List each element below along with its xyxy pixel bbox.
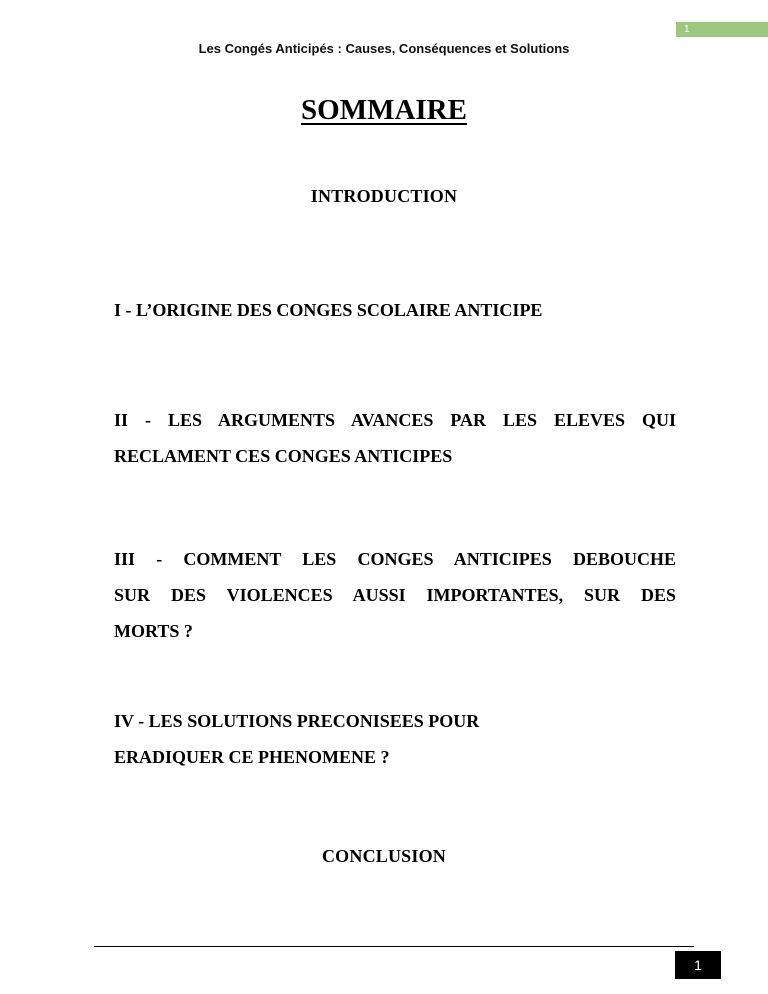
page-corner-tag: 1	[676, 22, 768, 37]
page-title: SOMMAIRE	[301, 94, 467, 126]
section-4-line-1: IV - LES SOLUTIONS PRECONISEES POUR	[114, 711, 480, 731]
section-1-line-1: I - L’ORIGINE DES CONGES SCOLAIRE ANTICIPE	[114, 300, 543, 320]
section-2	[114, 402, 676, 474]
section-3-line-3: MORTS ?	[114, 621, 193, 641]
section-3-line-1: III - COMMENT LES CONGES ANTICIPES DEBOUCHE	[114, 549, 676, 569]
running-header: Les Congés Anticipés : Causes, Conséquences et Solutions	[198, 41, 570, 56]
section-1	[114, 292, 676, 328]
section-2-line-1: II - LES ARGUMENTS AVANCES PAR LES ELEVES QUI	[114, 410, 676, 430]
section-3	[114, 541, 676, 649]
heading-introduction: INTRODUCTION	[310, 186, 458, 206]
heading-conclusion: CONCLUSION	[321, 846, 447, 866]
page-number: 1	[675, 951, 721, 979]
section-4	[114, 703, 676, 775]
section-2-line-2: RECLAMENT CES CONGES ANTICIPES	[114, 446, 453, 466]
section-4-line-2: ERADIQUER CE PHENOMENE ?	[114, 747, 390, 767]
footer-divider	[94, 946, 694, 947]
section-3-line-2: SUR DES VIOLENCES AUSSI IMPORTANTES, SUR DES	[114, 585, 676, 605]
